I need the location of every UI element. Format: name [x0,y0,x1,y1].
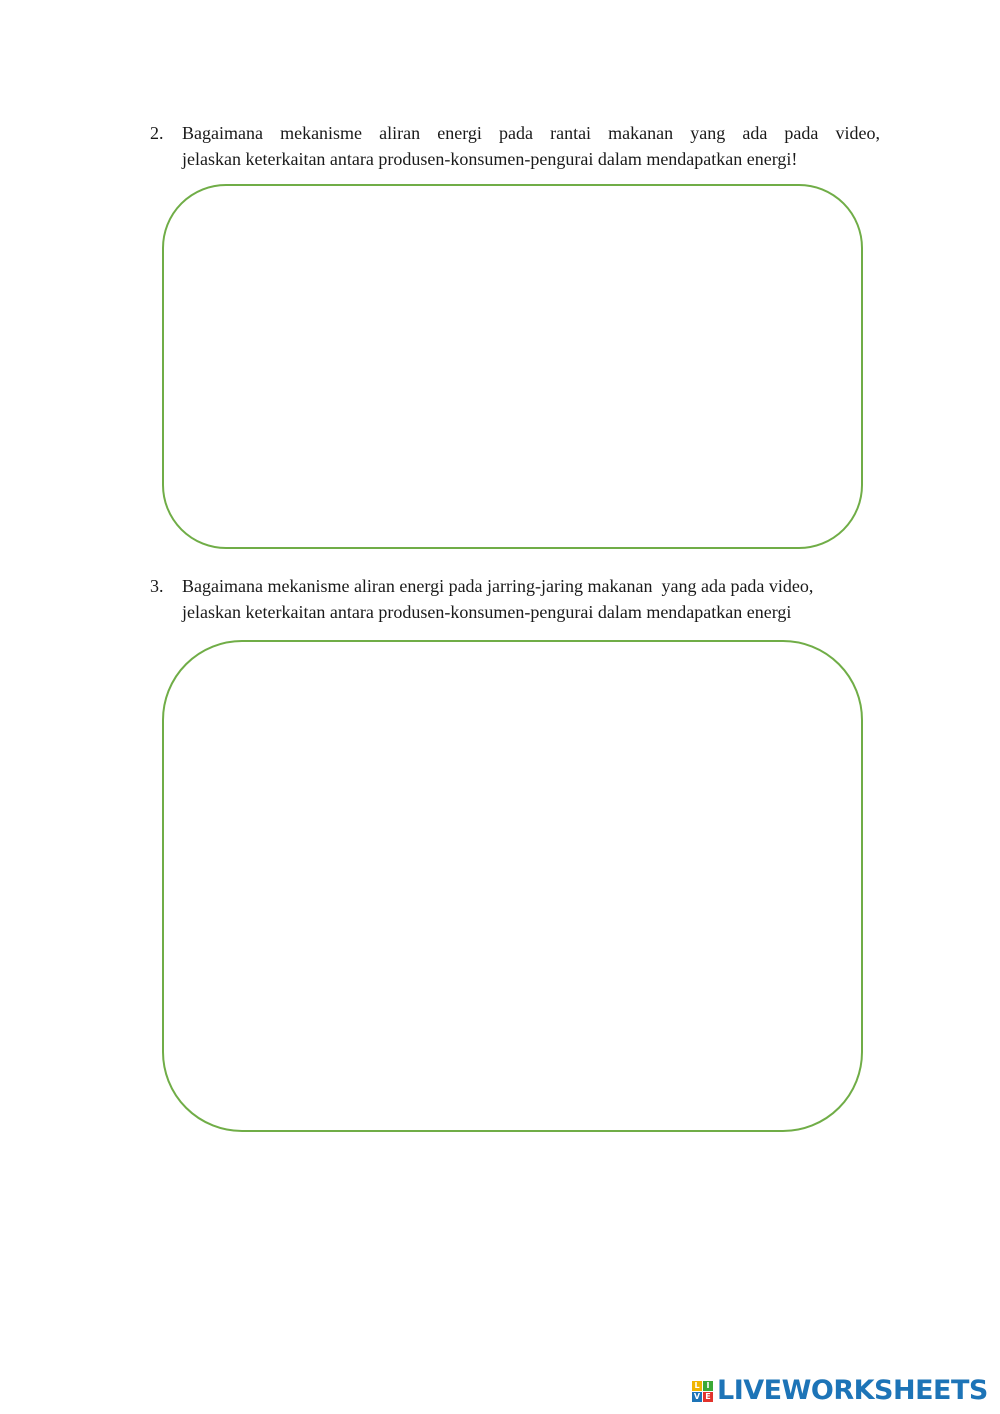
logo-letter: I [703,1381,713,1391]
question-line: Bagaimana mekanisme aliran energi pada jarring-jaring makanan yang ada pada video, [182,576,814,596]
answer-box-question-3[interactable] [162,640,863,1132]
question-number: 3. [150,576,164,596]
logo-letter: V [693,1391,701,1401]
question-line: jelaskan keterkaitan antara produsen-konsumen-pengurai dalam mendapatkan energi! [182,149,798,169]
logo-letter: E [703,1392,713,1402]
liveworksheets-branding [692,1374,988,1408]
question-number: 2. [150,123,164,143]
question-2 [150,120,880,172]
question-text [182,573,880,625]
liveworksheets-logo-icon [692,1381,713,1402]
question-line: Bagaimana mekanisme aliran energi pada rantai makanan yang ada pada video, [182,123,880,143]
question-line: jelaskan keterkaitan antara produsen-konsumen-pengurai dalam mendapatkan energi [182,602,792,622]
question-text [182,120,880,172]
logo-letter: L [692,1381,702,1391]
question-3 [150,573,880,625]
brand-name: LIVEWORKSHEETS [717,1375,988,1406]
answer-box-question-2[interactable] [162,184,863,549]
